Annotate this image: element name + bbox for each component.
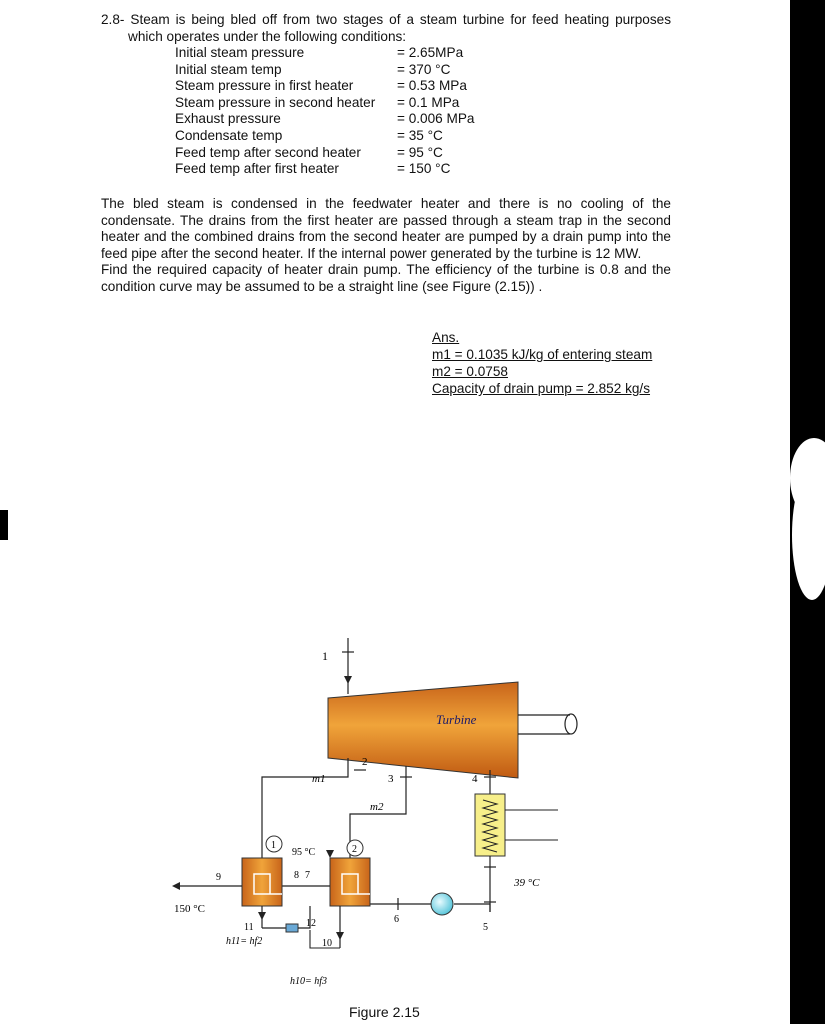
svg-text:1: 1 [271,840,276,851]
enthalpy-eq-left: h11= hf2 [226,936,263,947]
m1-label: m1 [312,773,326,785]
condenser [475,794,505,856]
state-5-label: 5 [483,922,488,933]
condition-row: Condensate temp = 35 °C [175,127,443,143]
condition-row: Exhaust pressure = 0.006 MPa [175,111,475,127]
paragraph-drains: The bled steam is condensed in the feedwater heater and there is no cooling of the condensate. The drains from the first heater are passed through a steam trap in the second heater and the combined drains from the second heater are pumped by a drain pump into the feed pipe after the second heater. If the internal power generated by the turbine is 12 MW. [101,196,671,261]
state-1-label: 1 [322,649,328,663]
paragraph-task: Find the required capacity of heater drain pump. The efficiency of the turbine is 0.8 and the condition curve may be assumed to be a straight line (see Figure (2.15)) . [101,262,671,294]
problem-intro: Steam is being bled off from two stages of a steam turbine for feed heating purposes which operates under the following conditions: [128,12,671,44]
state-7-label: 7 [305,870,310,881]
m2-label: m2 [370,801,384,813]
turbine-body [328,682,518,778]
answer-m1: m1 = 0.1035 kJ/kg of entering steam [432,347,653,362]
answer-capacity: Capacity of drain pump = 2.852 kg/s [432,381,651,396]
condition-row: Initial steam temp = 370 °C [175,61,451,77]
temp-39-label: 39 °C [514,877,540,889]
condensate-pump [431,893,453,915]
state-6-label: 6 [394,914,399,925]
state-2-label: 2 [362,756,368,768]
state-8-label: 8 [294,870,299,881]
figure-caption: Figure 2.15 [349,1004,420,1020]
edge-highlight [792,470,825,600]
answer-heading: Ans. [432,330,460,345]
turbine-label: Turbine [436,712,477,727]
state-3-label: 3 [388,773,394,785]
state-12-label: 12 [306,918,316,929]
steam-trap [286,924,298,932]
answer-m2: m2 = 0.0758 [432,364,508,379]
feedwater-heater-1 [242,858,282,906]
enthalpy-eq-bottom: h10= hf3 [290,976,328,987]
temp-150-label: 150 °C [174,903,205,915]
temp-95-label: 95 °C [292,847,316,858]
problem-number: 2.8- [101,12,125,27]
condition-row: Steam pressure in second heater = 0.1 MPa [175,94,460,110]
state-11-label: 11 [244,922,254,933]
condition-row: Feed temp after second heater = 95 °C [175,144,443,160]
problem-description [101,196,671,296]
problem-statement [101,12,671,45]
state-9-label: 9 [216,872,221,883]
turbine-schematic [150,630,590,1000]
left-edge-mark [0,510,8,540]
state-4-label: 4 [472,773,478,785]
condition-row: Steam pressure in first heater = 0.53 MPa [175,78,467,94]
state-10-label: 10 [322,938,332,949]
condition-row: Initial steam pressure = 2.65MPa [175,45,464,60]
conditions-list [175,45,474,178]
answer-block [432,329,652,397]
feedwater-heater-2 [330,858,370,906]
svg-text:2: 2 [352,844,357,855]
condition-row: Feed temp after first heater = 150 °C [175,161,451,177]
